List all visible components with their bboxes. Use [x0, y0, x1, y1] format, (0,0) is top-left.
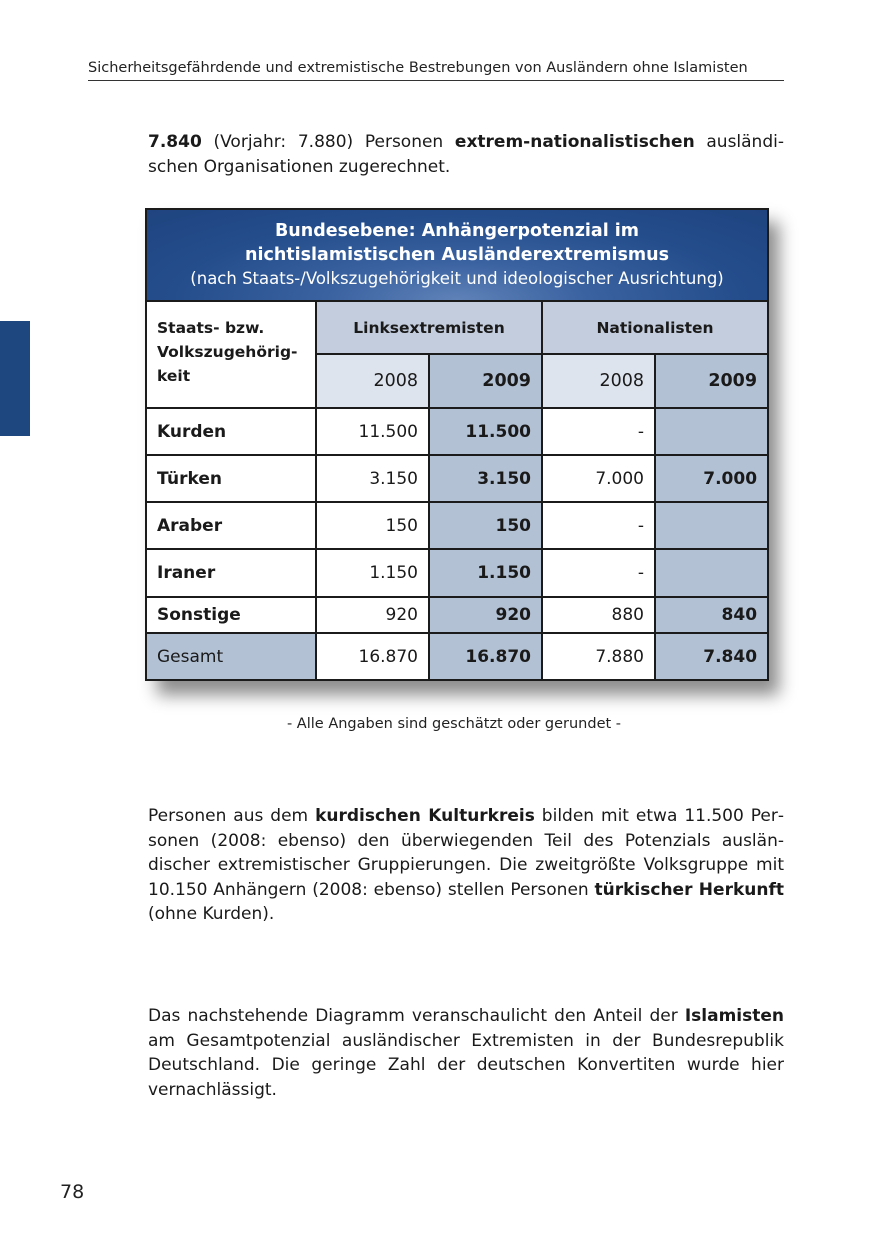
running-header: Sicherheitsgefährdende und extremistische Bestrebungen von Ausländern ohne Islamisten [88, 60, 784, 81]
year-header: 2008 [316, 354, 429, 408]
total-cell: 7.840 [655, 633, 768, 680]
row-label: Kurden [146, 408, 316, 455]
table-cell: 1.150 [429, 549, 542, 597]
table-row [146, 597, 768, 633]
table-cell: 150 [316, 502, 429, 549]
supporter-table [145, 208, 769, 681]
supporter-table-container [145, 208, 767, 681]
table-title-line2: nichtislamistischen Ausländerextremismus [244, 245, 670, 265]
intro-text-b: ausländischen Organisationen zugerechnet. [148, 132, 784, 177]
year-header: 2009 [429, 354, 542, 408]
total-cell: 16.870 [429, 633, 542, 680]
table-cell [655, 502, 768, 549]
page-number: 78 [60, 1181, 85, 1203]
row-label: Sonstige [146, 597, 316, 633]
p2-text-b: bilden mit etwa 11.500 Personen (2008: ebenso) den überwiegenden Teil des Potenzials ausländischer extremistischer Gruppierungen. Die zweitgrößte Volksgruppe mit 10.150 Anhängern (2008: ebenso) stellen Personen [148, 806, 784, 900]
row-label: Türken [146, 455, 316, 502]
islamists-paragraph [148, 1004, 784, 1102]
table-cell: 880 [542, 597, 655, 633]
table-cell [655, 408, 768, 455]
table-title [146, 209, 768, 301]
p3-text-b: am Gesamtpotenzial ausländischer Extremisten in der Bundesrepublik Deutschland. Die geringe Zahl der deutschen Konvertiten wurde hier vernachlässigt. [148, 1030, 784, 1100]
p2-bold-b: türkischer Herkunft [594, 879, 784, 900]
table-row [146, 502, 768, 549]
table-cell: - [542, 502, 655, 549]
table-cell: 840 [655, 597, 768, 633]
intro-emphasis: extrem-nationalistischen [454, 132, 695, 152]
group-header-nationalists: Nationalisten [542, 301, 768, 354]
row-header-label: Staats- bzw. Volkszugehörigkeit [146, 301, 316, 408]
table-cell: 11.500 [429, 408, 542, 455]
year-header: 2009 [655, 354, 768, 408]
table-title-line1: Bundesebene: Anhängerpotenzial im [274, 221, 640, 241]
table-cell: 920 [316, 597, 429, 633]
p2-bold-a: kurdischen Kulturkreis [315, 806, 535, 826]
intro-paragraph [148, 130, 784, 179]
table-cell: 150 [429, 502, 542, 549]
table-cell: - [542, 408, 655, 455]
group-header-left: Linksextremisten [316, 301, 542, 354]
table-cell: 1.150 [316, 549, 429, 597]
intro-number: 7.840 [148, 132, 202, 152]
kurds-paragraph [148, 804, 784, 927]
table-cell [655, 549, 768, 597]
table-cell: - [542, 549, 655, 597]
p2-text-a: Personen aus dem [148, 806, 316, 826]
total-cell: 7.880 [542, 633, 655, 680]
table-cell: 3.150 [429, 455, 542, 502]
table-subtitle: (nach Staats-/Volkszugehörigkeit und ideologischer Ausrichtung) [190, 269, 724, 288]
total-row [146, 633, 768, 680]
table-cell: 11.500 [316, 408, 429, 455]
total-cell: 16.870 [316, 633, 429, 680]
row-label: Araber [146, 502, 316, 549]
p3-text-a: Das nachstehende Diagramm veranschaulicht den Anteil der [148, 1006, 685, 1026]
table-cell: 7.000 [542, 455, 655, 502]
table-row [146, 455, 768, 502]
intro-text-a: (Vorjahr: 7.880) Personen [201, 132, 455, 152]
table-cell: 920 [429, 597, 542, 633]
year-header: 2008 [542, 354, 655, 408]
table-footnote: - Alle Angaben sind geschätzt oder gerundet - [286, 716, 622, 732]
table-row [146, 549, 768, 597]
table-cell: 3.150 [316, 455, 429, 502]
row-label: Iraner [146, 549, 316, 597]
total-label: Gesamt [146, 633, 316, 680]
table-row [146, 408, 768, 455]
chapter-side-tab [0, 321, 30, 436]
table-cell: 7.000 [655, 455, 768, 502]
p2-text-c: (ohne Kurden). [148, 904, 275, 925]
p3-bold-a: Islamisten [684, 1006, 784, 1026]
